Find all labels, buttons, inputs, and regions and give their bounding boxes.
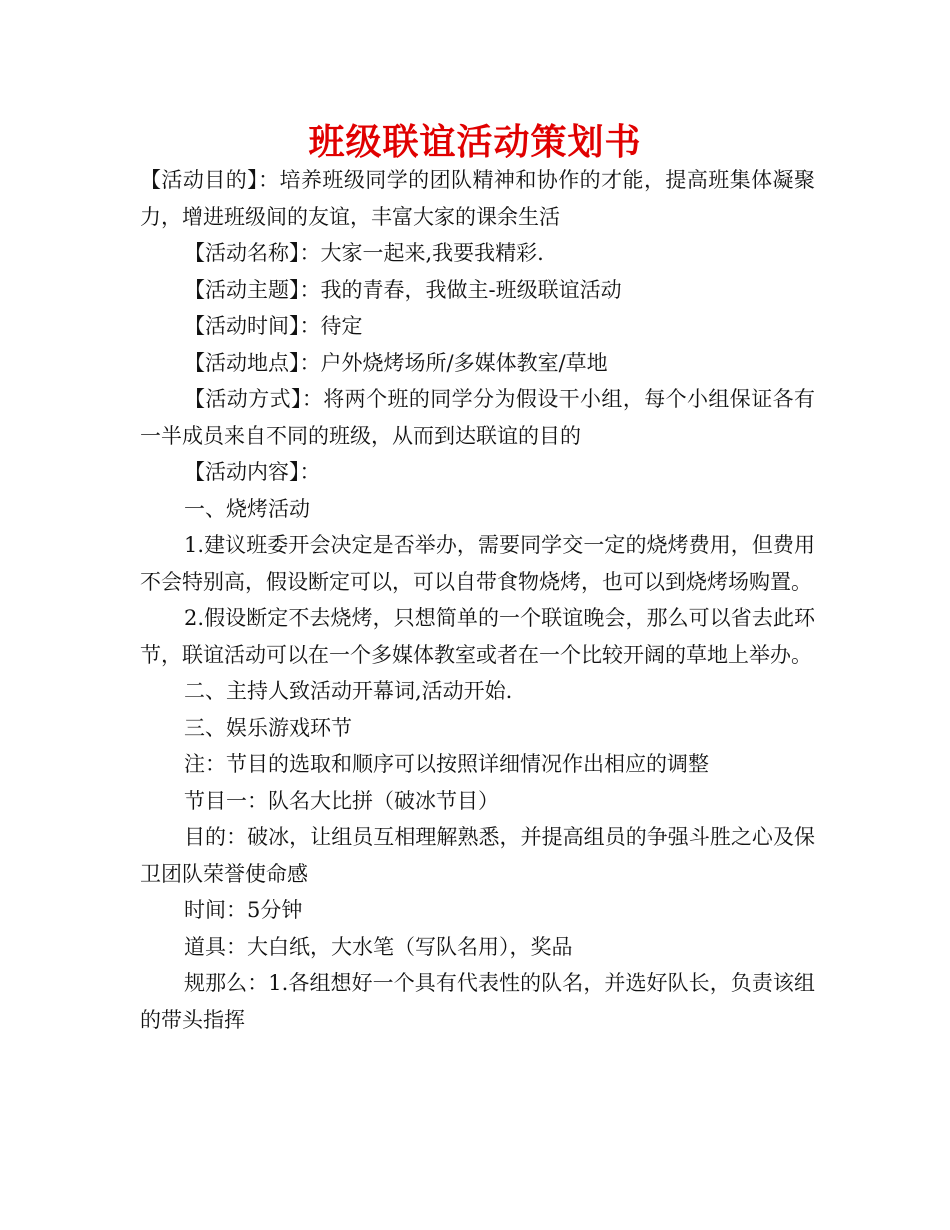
paragraph: 【活动内容】： bbox=[184, 460, 321, 484]
paragraph: 目的：破冰，让组员互相理解熟悉，并提高组员的争强斗胜之心及保卫团队荣誉使命感 bbox=[140, 825, 815, 886]
paragraph: 【活动主题】：我的青春，我做主-班级联谊活动 bbox=[184, 277, 622, 302]
paragraph: 三、娱乐游戏环节 bbox=[184, 715, 352, 740]
paragraph: 规那么：1.各组想好一个具有代表性的队名，并选好队长，负责该组的带头指挥 bbox=[140, 971, 815, 1032]
paragraph: 一、烧烤活动 bbox=[184, 496, 310, 521]
paragraph: 【活动名称】：大家一起来,我要我精彩. bbox=[184, 241, 544, 265]
paragraph: 【活动时间】：待定 bbox=[184, 314, 363, 338]
paragraph: 2.假设断定不去烧烤，只想简单的一个联谊晚会，那么可以省去此环节，联谊活动可以在一个多媒体教室或者在一个比较开阔的草地上举办。 bbox=[140, 606, 815, 667]
paragraph: 节目一：队名大比拼（破冰节目） bbox=[184, 788, 499, 813]
paragraph: 时间：5分钟 bbox=[184, 898, 303, 922]
paragraph: 【活动地点】：户外烧烤场所/多媒体教室/草地 bbox=[184, 350, 608, 375]
paragraph: 1.建议班委开会决定是否举办，需要同学交一定的烧烤费用，但费用不会特别高，假设断定可以，可以自带食物烧烤，也可以到烧烤场购置。 bbox=[140, 533, 815, 594]
paragraph: 注：节目的选取和顺序可以按照详细情况作出相应的调整 bbox=[184, 752, 709, 776]
paragraph: 【活动目的】：培养班级同学的团队精神和协作的才能，提高班集体凝聚力，增进班级间的友谊，丰富大家的课余生活 bbox=[140, 168, 815, 229]
document-body bbox=[140, 162, 815, 1038]
paragraph: 二、主持人致活动开幕词,活动开始. bbox=[184, 679, 513, 703]
paragraph: 【活动方式】：将两个班的同学分为假设干小组，每个小组保证各有一半成员来自不同的班级，从而到达联谊的目的 bbox=[140, 387, 815, 448]
paragraph: 道具：大白纸，大水笔（写队名用），奖品 bbox=[184, 934, 573, 959]
page-title: 班级联谊活动策划书 bbox=[308, 122, 642, 163]
